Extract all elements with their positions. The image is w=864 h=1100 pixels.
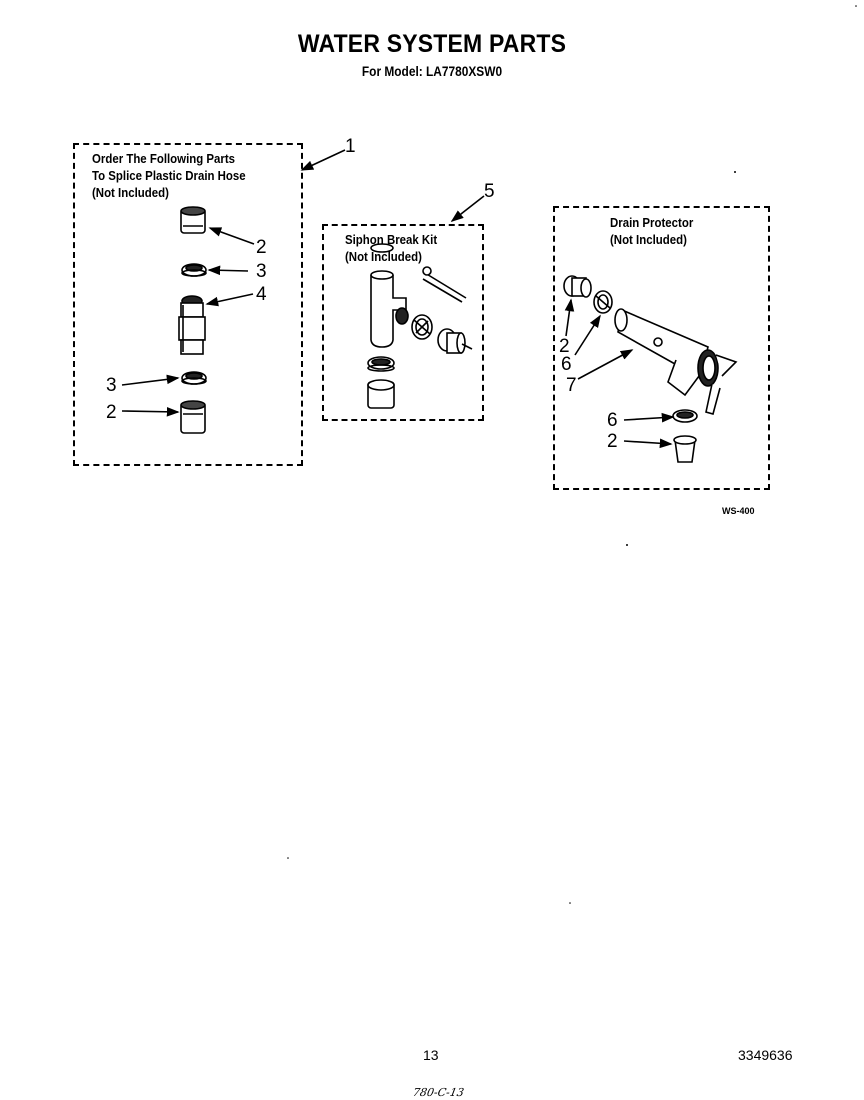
splice-callout-2-bottom: 2 [106, 402, 117, 423]
scan-speck [734, 171, 736, 173]
scan-speck [287, 857, 289, 859]
drain-clamp-left [594, 291, 612, 313]
splice-leader-3-bottom [122, 378, 178, 385]
drain-leader-2-top [566, 300, 571, 336]
splice-connector-top [181, 207, 205, 233]
drain-leader-6-bottom [624, 417, 673, 420]
splice-title-line-1: Order The Following Parts [92, 151, 236, 166]
splice-callout-3-top: 3 [256, 261, 267, 282]
figure-code: WS-400 [722, 506, 755, 516]
siphon-title-line-2: (Not Included) [345, 249, 422, 264]
splice-connector-bottom [181, 401, 205, 433]
siphon-connector [368, 380, 394, 408]
splice-title-line-2: To Splice Plastic Drain Hose [92, 168, 246, 183]
part-number: 3349636 [738, 1047, 793, 1063]
splice-leader-2-top [210, 228, 254, 244]
siphon-pin [423, 267, 466, 302]
siphon-tee [371, 244, 408, 347]
siphon-clamp [368, 357, 394, 371]
drain-protector-body [615, 309, 736, 414]
page-title: WATER SYSTEM PARTS [297, 30, 567, 58]
splice-leader-2-bottom [122, 411, 178, 412]
drain-callout-2-top: 2 [559, 336, 570, 357]
drain-callout-6-top: 6 [561, 354, 572, 375]
page-number: 13 [423, 1047, 439, 1063]
drain-callout-6-bottom: 6 [607, 410, 618, 431]
drain-connector-right [674, 436, 696, 462]
callout-5: 5 [484, 181, 495, 202]
callout-5-leader [452, 196, 484, 221]
drain-leader-6-top [575, 316, 600, 355]
siphon-ring [412, 315, 432, 339]
drain-callout-7: 7 [566, 375, 577, 396]
siphon-nozzle [438, 329, 472, 353]
callout-1-leader [302, 150, 345, 170]
drain-leader-2-bottom [624, 441, 671, 444]
splice-leader-3-top [209, 270, 248, 271]
scan-speck [855, 5, 857, 7]
scan-speck [569, 902, 571, 904]
splice-callout-4: 4 [256, 284, 267, 305]
splice-title-line-3: (Not Included) [92, 185, 169, 200]
drain-title-line-2: (Not Included) [610, 232, 687, 247]
splice-clamp-top [182, 264, 206, 276]
splice-leader-4 [207, 294, 253, 304]
drain-clamp-right [673, 410, 697, 422]
splice-coupler [179, 296, 205, 354]
drain-connector-left [564, 276, 591, 297]
scan-speck [626, 544, 628, 546]
splice-callout-2-top: 2 [256, 237, 267, 258]
splice-callout-3-bottom: 3 [106, 375, 117, 396]
drain-callout-2-bottom: 2 [607, 431, 618, 452]
model-subtitle: For Model: LA7780XSW0 [361, 63, 503, 79]
drain-title-line-1: Drain Protector [610, 215, 694, 230]
splice-clamp-bottom [182, 372, 206, 384]
siphon-title-line-1: Siphon Break Kit [345, 232, 438, 247]
drain-leader-7 [578, 350, 632, 379]
handwritten-note: 780-C-13 [411, 1086, 465, 1099]
callout-1: 1 [345, 136, 356, 157]
